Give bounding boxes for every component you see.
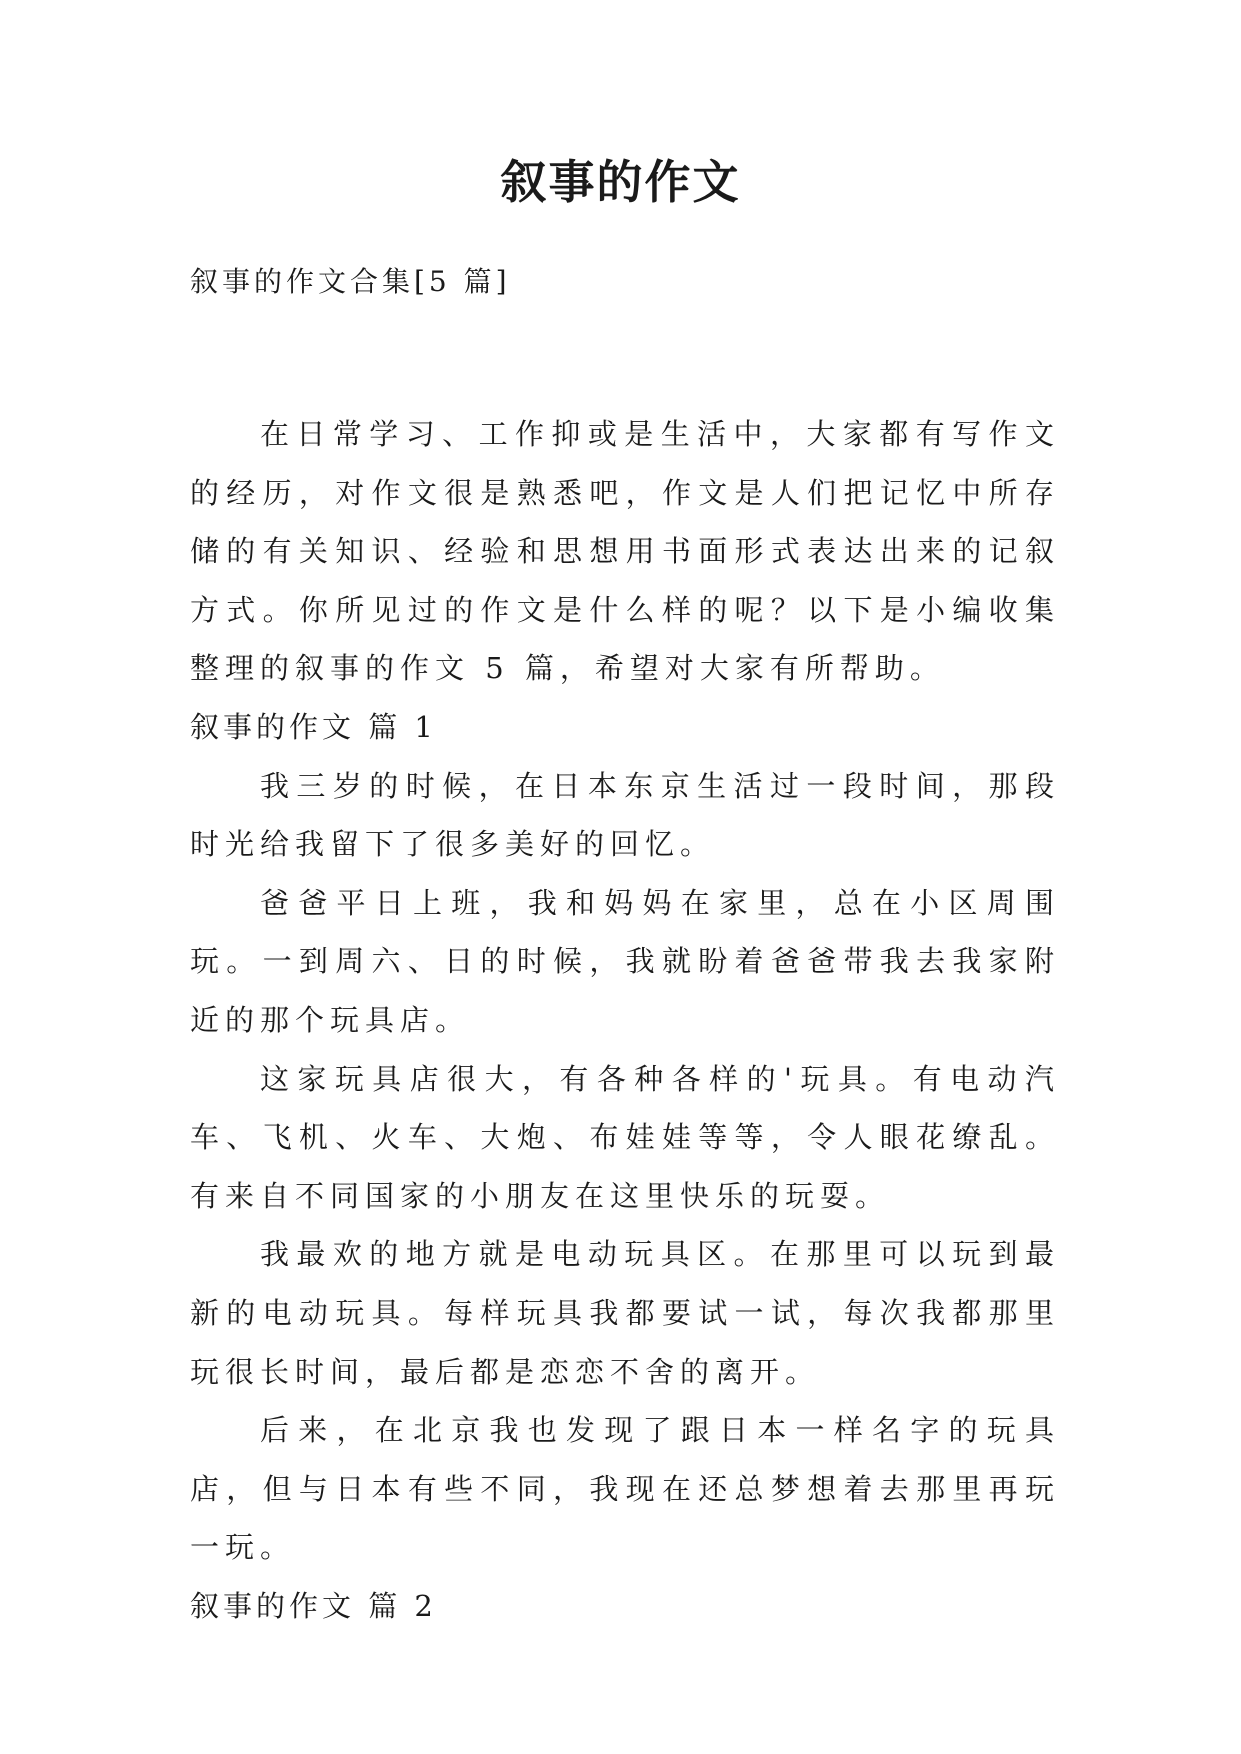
essay-1-paragraph-3: 这家玩具店很大，有各种各样的'玩具。有电动汽车、飞机、火车、大炮、布娃娃等等，令人眼花缭乱。有来自不同国家的小朋友在这里快乐的玩耍。 <box>190 1061 1060 1213</box>
essay-1-paragraph-5: 后来，在北京我也发现了跟日本一样名字的玩具店，但与日本有些不同，我现在还总梦想着去那里再玩一玩。 <box>190 1413 1060 1565</box>
section-heading-2: 叙事的作文 篇 2 <box>190 1588 437 1623</box>
document-subtitle: 叙事的作文合集[5 篇] <box>190 265 511 298</box>
essay-1-paragraph-1: 我三岁的时候，在日本东京生活过一段时间，那段时光给我留下了很多美好的回忆。 <box>190 768 1060 862</box>
intro-paragraph: 在日常学习、工作抑或是生活中，大家都有写作文的经历，对作文很是熟悉吧，作文是人们把记忆中所存储的有关知识、经验和思想用书面形式表达出来的记叙方式。你所见过的作文是什么样的呢？以下是小编收集整理的叙事的作文 5 篇，希望对大家有所帮助。 <box>190 417 1060 686</box>
document-body <box>190 405 1060 1635</box>
section-heading-1: 叙事的作文 篇 1 <box>190 709 437 744</box>
essay-1-paragraph-4: 我最欢的地方就是电动玩具区。在那里可以玩到最新的电动玩具。每样玩具我都要试一试，每次我都那里玩很长时间，最后都是恋恋不舍的离开。 <box>190 1237 1060 1389</box>
essay-1-paragraph-2: 爸爸平日上班，我和妈妈在家里，总在小区周围玩。一到周六、日的时候，我就盼着爸爸带我去我家附近的那个玩具店。 <box>190 885 1060 1037</box>
document-title: 叙事的作文 <box>500 155 741 209</box>
